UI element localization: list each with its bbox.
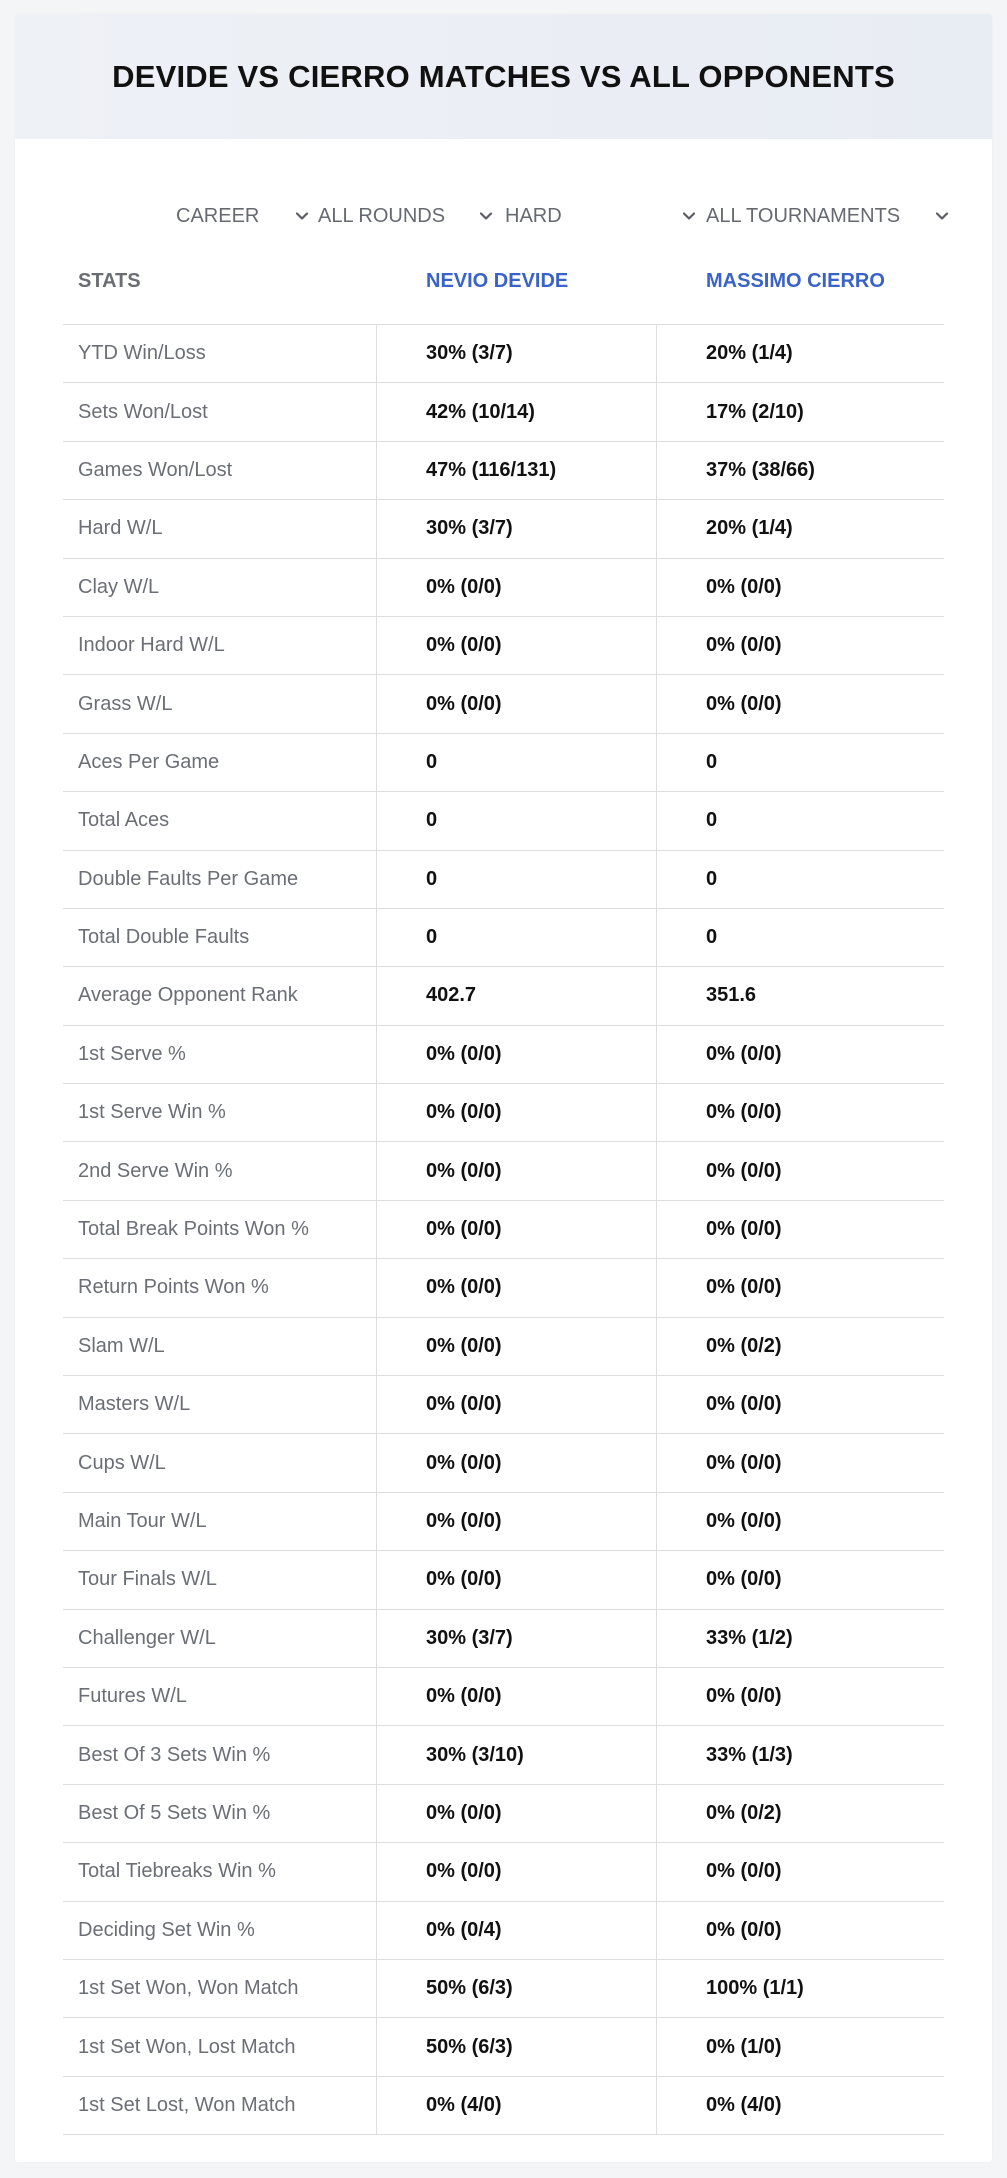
column-divider: [656, 1376, 657, 1433]
stat-label: Clay W/L: [78, 575, 160, 598]
player1-stat-value: 0% (0/0): [426, 692, 502, 715]
period-select-value: CAREER: [176, 204, 260, 227]
column-divider: [376, 1843, 377, 1900]
table-row: [63, 792, 944, 850]
column-divider: [656, 2018, 657, 2075]
table-row: [63, 1726, 944, 1784]
stat-label: Total Double Faults: [78, 926, 250, 949]
player1-stat-value: 30% (3/7): [426, 1626, 513, 1649]
stat-label: Double Faults Per Game: [78, 867, 299, 890]
stats-card: [15, 14, 992, 2162]
table-body: [63, 325, 944, 2135]
stat-label: Futures W/L: [78, 1685, 187, 1708]
column-divider: [376, 1902, 377, 1959]
stat-label: Best Of 5 Sets Win %: [78, 1801, 271, 1824]
table-row: [63, 909, 944, 967]
player2-stat-value: 0% (0/0): [706, 692, 782, 715]
stat-label: Challenger W/L: [78, 1626, 216, 1649]
column-divider: [656, 1785, 657, 1842]
column-divider: [656, 559, 657, 616]
player1-stat-value: 50% (6/3): [426, 1977, 513, 2000]
column-divider: [376, 1726, 377, 1783]
surface-select[interactable]: [505, 194, 705, 238]
chevron-down-icon: [478, 208, 494, 224]
column-divider: [376, 967, 377, 1024]
column-divider: [376, 1668, 377, 1725]
column-divider: [376, 1318, 377, 1375]
table-row: [63, 383, 944, 441]
column-header-stats: STATS: [78, 270, 141, 292]
table-row: [63, 967, 944, 1025]
column-header-player2[interactable]: MASSIMO CIERRO: [706, 270, 885, 292]
column-divider: [656, 325, 657, 382]
player2-stat-value: 17% (2/10): [706, 400, 804, 423]
player1-stat-value: 0% (0/0): [426, 1451, 502, 1474]
table-row: [63, 2077, 944, 2135]
player2-stat-value: 0: [706, 809, 718, 832]
table-row: [63, 1960, 944, 2018]
table-row: [63, 500, 944, 558]
stat-label: Total Tiebreaks Win %: [78, 1860, 276, 1883]
column-divider: [656, 1551, 657, 1608]
player2-stat-value: 0% (0/0): [706, 1042, 782, 1065]
player2-stat-value: 100% (1/1): [706, 1977, 804, 2000]
stat-label: Indoor Hard W/L: [78, 634, 225, 657]
stat-label: Aces Per Game: [78, 750, 220, 773]
table-row: [63, 617, 944, 675]
stat-label: Best Of 3 Sets Win %: [78, 1743, 271, 1766]
player1-stat-value: 0: [426, 867, 438, 890]
column-divider: [376, 675, 377, 732]
column-divider: [656, 1610, 657, 1667]
player1-stat-value: 30% (3/7): [426, 342, 513, 365]
player2-stat-value: 33% (1/3): [706, 1743, 793, 1766]
column-divider: [376, 1551, 377, 1608]
column-divider: [376, 1960, 377, 2017]
column-divider: [376, 500, 377, 557]
player2-stat-value: 0% (0/0): [706, 1393, 782, 1416]
page-title: DEVIDE VS CIERRO MATCHES VS ALL OPPONENTS: [112, 58, 895, 94]
column-divider: [656, 383, 657, 440]
table-row: [63, 1843, 944, 1901]
chevron-down-icon: [934, 208, 950, 224]
player1-stat-value: 0% (4/0): [426, 2093, 502, 2116]
column-divider: [656, 1084, 657, 1141]
column-divider: [376, 1493, 377, 1550]
player1-stat-value: 42% (10/14): [426, 400, 535, 423]
table-row: [63, 851, 944, 909]
stat-label: Hard W/L: [78, 517, 163, 540]
stat-label: 1st Serve %: [78, 1042, 186, 1065]
stat-label: 1st Set Won, Lost Match: [78, 2035, 296, 2058]
player1-stat-value: 0% (0/0): [426, 1101, 502, 1124]
column-divider: [376, 1259, 377, 1316]
player1-stat-value: 0% (0/0): [426, 1159, 502, 1182]
column-divider: [376, 1142, 377, 1199]
column-divider: [656, 1201, 657, 1258]
stats-table: [63, 254, 944, 2135]
tournaments-select-value: ALL TOURNAMENTS: [706, 204, 901, 227]
player1-stat-value: 0% (0/0): [426, 1685, 502, 1708]
player1-stat-value: 50% (6/3): [426, 2035, 513, 2058]
player2-stat-value: 0% (0/0): [706, 1860, 782, 1883]
table-row: [63, 325, 944, 383]
table-row: [63, 559, 944, 617]
player2-stat-value: 0: [706, 926, 718, 949]
stat-label: Average Opponent Rank: [78, 984, 298, 1007]
column-divider: [656, 500, 657, 557]
table-row: [63, 1551, 944, 1609]
column-divider: [376, 325, 377, 382]
player2-stat-value: 20% (1/4): [706, 517, 793, 540]
player1-stat-value: 30% (3/7): [426, 517, 513, 540]
column-divider: [656, 1902, 657, 1959]
column-divider: [376, 792, 377, 849]
player2-stat-value: 0% (0/0): [706, 1218, 782, 1241]
column-divider: [376, 1026, 377, 1083]
table-row: [63, 1084, 944, 1142]
column-divider: [376, 1610, 377, 1667]
column-divider: [376, 1376, 377, 1433]
table-row: [63, 1493, 944, 1551]
player1-stat-value: 0% (0/0): [426, 1510, 502, 1532]
column-divider: [656, 1668, 657, 1725]
table-row: [63, 1610, 944, 1668]
table-row: [63, 1668, 944, 1726]
column-divider: [656, 1318, 657, 1375]
table-row: [63, 2018, 944, 2076]
column-divider: [656, 2077, 657, 2134]
table-row: [63, 1201, 944, 1259]
table-row: [63, 442, 944, 500]
player1-stat-value: 0: [426, 809, 438, 832]
column-divider: [376, 734, 377, 791]
table-row: [63, 1376, 944, 1434]
column-divider: [656, 617, 657, 674]
column-divider: [376, 559, 377, 616]
table-row: [63, 1902, 944, 1960]
column-divider: [376, 1201, 377, 1258]
column-divider: [656, 1843, 657, 1900]
table-header: [63, 254, 944, 325]
stat-label: Deciding Set Win %: [78, 1918, 255, 1941]
stat-label: YTD Win/Loss: [78, 342, 206, 365]
player2-stat-value: 351.6: [706, 984, 757, 1007]
column-divider: [656, 1259, 657, 1316]
table-row: [63, 1318, 944, 1376]
column-divider: [376, 617, 377, 674]
column-divider: [656, 442, 657, 499]
player2-stat-value: 0% (0/0): [706, 1101, 782, 1124]
table-row: [63, 1434, 944, 1492]
chevron-down-icon: [294, 208, 310, 224]
player1-stat-value: 0% (0/4): [426, 1918, 502, 1941]
player1-stat-value: 0% (0/0): [426, 1860, 502, 1883]
player2-stat-value: 0% (0/2): [706, 1801, 782, 1824]
stat-label: 2nd Serve Win %: [78, 1159, 233, 1182]
player1-stat-value: 402.7: [426, 984, 477, 1007]
surface-select-value: HARD: [505, 204, 562, 227]
player2-stat-value: 0: [706, 867, 718, 890]
table-row: [63, 1142, 944, 1200]
player1-stat-value: 0% (0/0): [426, 1801, 502, 1824]
player2-stat-value: 0% (4/0): [706, 2093, 782, 2116]
stat-label: 1st Set Lost, Won Match: [78, 2093, 296, 2116]
stat-label: Main Tour W/L: [78, 1510, 207, 1532]
table-row: [63, 1259, 944, 1317]
player1-stat-value: 0% (0/0): [426, 1334, 502, 1357]
table-row: [63, 1785, 944, 1843]
column-divider: [376, 909, 377, 966]
column-divider: [656, 792, 657, 849]
table-row: [63, 675, 944, 733]
column-divider: [376, 442, 377, 499]
column-divider: [656, 734, 657, 791]
player2-stat-value: 20% (1/4): [706, 342, 793, 365]
stat-label: Total Aces: [78, 809, 170, 832]
column-divider: [656, 1434, 657, 1491]
column-divider: [376, 1434, 377, 1491]
player1-stat-value: 0% (0/0): [426, 1568, 502, 1591]
column-divider: [376, 2018, 377, 2075]
stat-label: Slam W/L: [78, 1334, 165, 1357]
player2-stat-value: 0% (1/0): [706, 2035, 782, 2058]
column-divider: [376, 2077, 377, 2134]
player1-stat-value: 47% (116/131): [426, 458, 557, 481]
rounds-select[interactable]: [318, 194, 498, 238]
period-select[interactable]: [176, 194, 316, 238]
player1-stat-value: 0: [426, 750, 438, 773]
player2-stat-value: 33% (1/2): [706, 1626, 793, 1649]
player1-stat-value: 30% (3/10): [426, 1743, 524, 1766]
stat-label: Tour Finals W/L: [78, 1568, 217, 1591]
column-header-player1[interactable]: NEVIO DEVIDE: [426, 270, 569, 292]
player2-stat-value: 0% (0/0): [706, 1276, 782, 1299]
stat-label: Games Won/Lost: [78, 458, 233, 481]
stat-label: 1st Serve Win %: [78, 1101, 226, 1124]
title-banner: [15, 14, 992, 139]
player2-stat-value: 0% (0/0): [706, 1451, 782, 1474]
column-divider: [656, 1026, 657, 1083]
player2-stat-value: 0% (0/0): [706, 575, 782, 598]
column-divider: [376, 1084, 377, 1141]
column-divider: [656, 909, 657, 966]
player1-stat-value: 0: [426, 926, 438, 949]
column-divider: [376, 383, 377, 440]
stat-label: 1st Set Won, Won Match: [78, 1977, 299, 2000]
column-divider: [656, 1960, 657, 2017]
chevron-down-icon: [681, 208, 697, 224]
filter-bar: [15, 194, 992, 238]
stat-label: Return Points Won %: [78, 1276, 269, 1299]
player2-stat-value: 0% (0/0): [706, 1159, 782, 1182]
column-divider: [656, 1726, 657, 1783]
tournaments-select[interactable]: [706, 194, 956, 238]
player2-stat-value: 37% (38/66): [706, 458, 815, 481]
stat-label: Total Break Points Won %: [78, 1218, 309, 1241]
rounds-select-value: ALL ROUNDS: [318, 204, 446, 227]
player1-stat-value: 0% (0/0): [426, 575, 502, 598]
table-row: [63, 734, 944, 792]
stat-label: Sets Won/Lost: [78, 400, 208, 423]
player1-stat-value: 0% (0/0): [426, 634, 502, 657]
player2-stat-value: 0% (0/0): [706, 634, 782, 657]
column-divider: [656, 967, 657, 1024]
column-divider: [656, 851, 657, 908]
column-divider: [656, 675, 657, 732]
stat-label: Cups W/L: [78, 1451, 166, 1474]
player2-stat-value: 0% (0/0): [706, 1510, 782, 1532]
table-row: [63, 1026, 944, 1084]
player1-stat-value: 0% (0/0): [426, 1276, 502, 1299]
column-divider: [656, 1493, 657, 1550]
player1-stat-value: 0% (0/0): [426, 1393, 502, 1416]
stat-label: Grass W/L: [78, 692, 173, 715]
player2-stat-value: 0% (0/0): [706, 1685, 782, 1708]
column-divider: [376, 851, 377, 908]
player2-stat-value: 0% (0/0): [706, 1918, 782, 1941]
player2-stat-value: 0% (0/0): [706, 1568, 782, 1591]
stat-label: Masters W/L: [78, 1393, 191, 1416]
column-divider: [656, 1142, 657, 1199]
player1-stat-value: 0% (0/0): [426, 1042, 502, 1065]
player2-stat-value: 0% (0/2): [706, 1334, 782, 1357]
column-divider: [376, 1785, 377, 1842]
player1-stat-value: 0% (0/0): [426, 1218, 502, 1241]
player2-stat-value: 0: [706, 750, 718, 773]
